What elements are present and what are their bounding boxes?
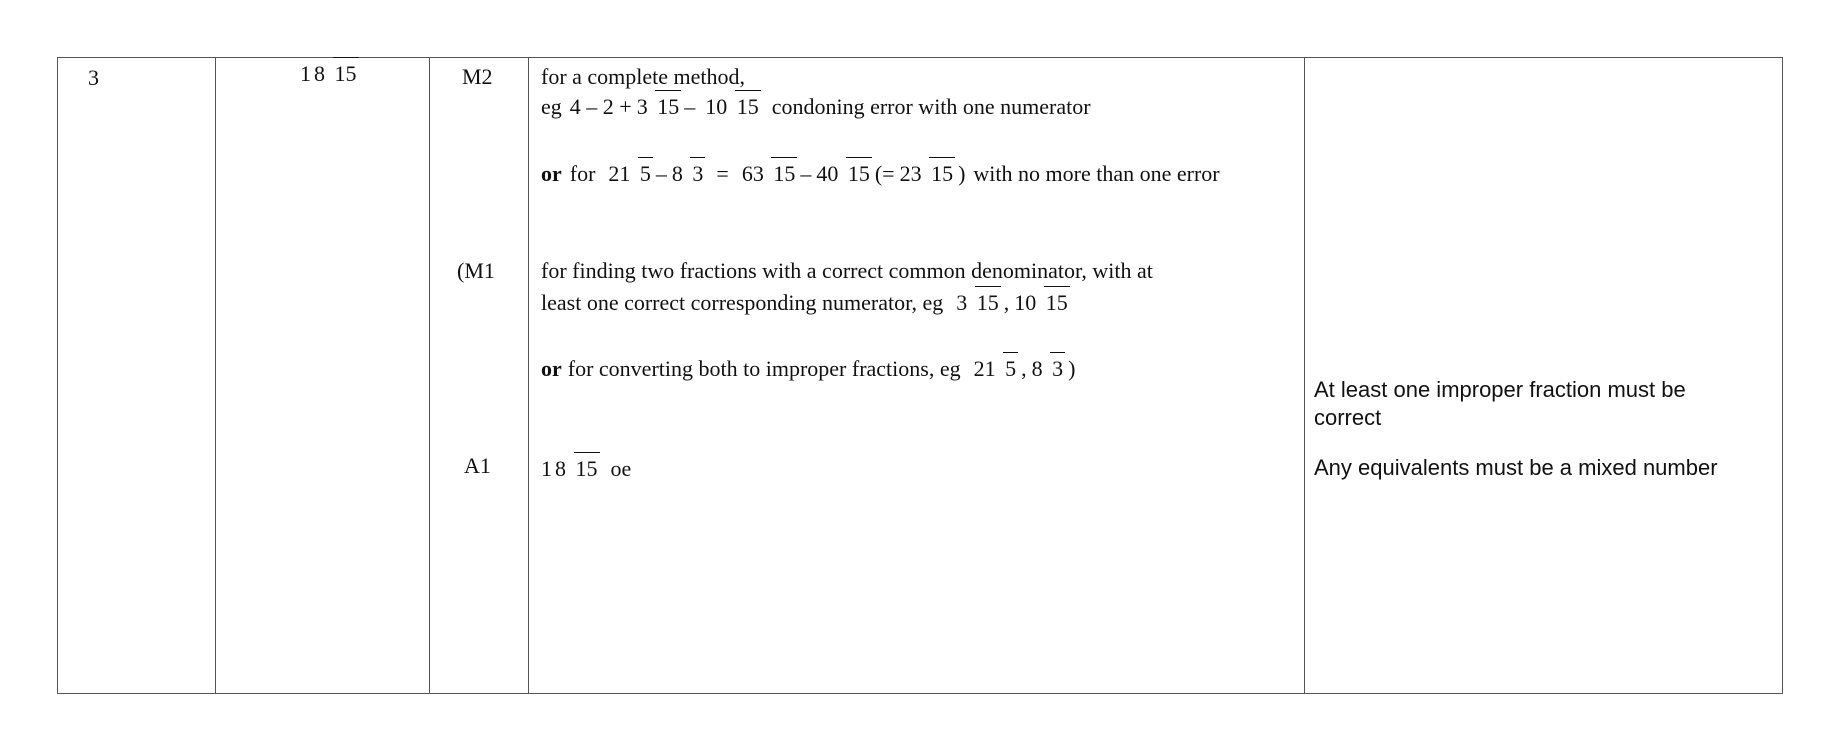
answer-mixed-number	[300, 62, 362, 85]
column-divider	[215, 58, 216, 693]
question-number: 3	[88, 65, 99, 90]
fraction: 8 3	[1030, 357, 1066, 380]
fraction: 23 15	[898, 162, 956, 185]
fraction: 63 15	[740, 162, 798, 185]
fraction: 21 5	[972, 357, 1019, 380]
m1-line1: for finding two fractions with a correct common denominator, with at	[541, 258, 1153, 283]
guidance-m1-note: At least one improper fraction must be correct	[1314, 377, 1686, 430]
column-divider	[1304, 58, 1305, 693]
m2-example-line: eg 4 – 2 + 3 15 – 10 15 condoning error with one numerator	[541, 95, 1091, 118]
fraction: 8 15	[553, 457, 600, 480]
answer-fraction: 8 15	[312, 62, 359, 85]
column-divider	[528, 58, 529, 693]
fraction: 8 3	[670, 162, 706, 185]
guidance-a1-note: Any equivalents must be a mixed number	[1314, 455, 1718, 480]
fraction: 3 15	[954, 291, 1001, 314]
m2-line1: for a complete method,	[541, 64, 746, 89]
m1-line3: or for converting both to improper fractions, eg 21 5 , 8 3 )	[541, 357, 1075, 380]
fraction: 10 15	[703, 95, 761, 118]
mark-m1: (M1	[457, 258, 495, 283]
m1-line2: least one correct corresponding numerator, eg 3 15 , 10 15	[541, 291, 1073, 314]
mark-a1: A1	[464, 453, 491, 478]
fraction: 10 15	[1012, 291, 1070, 314]
answer-whole: 1	[300, 60, 311, 86]
fraction: 40 15	[814, 162, 872, 185]
a1-answer: 1 8 15 oe	[541, 457, 631, 480]
column-divider	[429, 58, 430, 693]
m2-or-line: or for 21 5 – 8 3 = 63 15 – 40 15 (= 23 15 ) with no more than one error	[541, 162, 1220, 185]
fraction: 21 5	[606, 162, 653, 185]
fraction: 3 15	[635, 95, 682, 118]
mark-m2: M2	[462, 64, 493, 89]
